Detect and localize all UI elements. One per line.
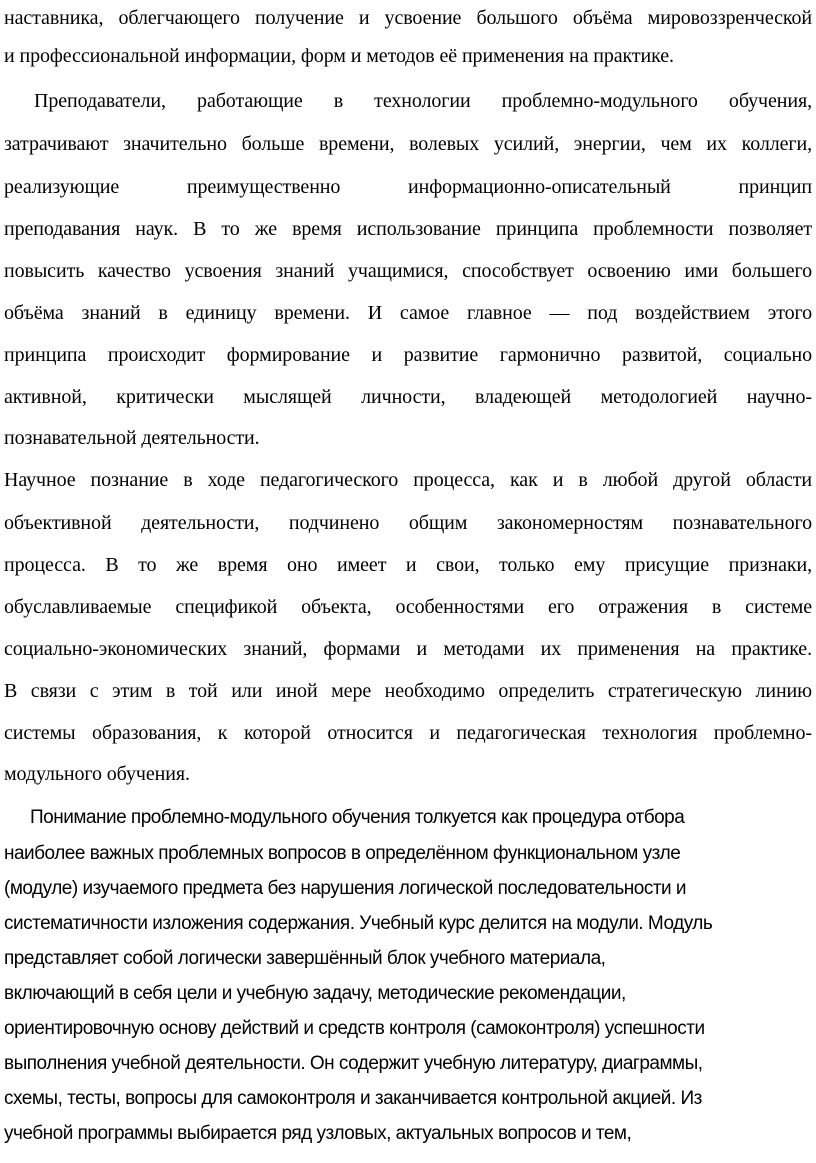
text-line: обуславливаемые спецификой объекта, особенностями его отражения в системе xyxy=(4,596,812,618)
text-line: социально-экономических знаний, формами и методами их применения на практике. xyxy=(4,638,812,660)
text-line: повысить качество усвоения знаний учащимися, способствует освоению ими большего xyxy=(4,260,812,282)
text-line: преподавания наук. В то же время использование принципа проблемности позволяет xyxy=(4,218,812,240)
text-line: (модуле) изучаемого предмета без нарушения логической последовательности и xyxy=(4,878,687,899)
text-line: Научное познание в ходе педагогического процесса, как и в любой другой области xyxy=(4,469,812,491)
text-line: познавательной деятельности. xyxy=(4,427,260,449)
text-line: Понимание проблемно-модульного обучения толкуется как процедура отбора xyxy=(30,807,685,828)
text-line: и профессиональной информации, форм и методов её применения на практике. xyxy=(4,45,674,67)
text-line: активной, критически мыслящей личности, владеющей методологией научно- xyxy=(4,386,812,408)
text-line: схемы, тесты, вопросы для самоконтроля и заканчивается контрольной акцией. Из xyxy=(4,1088,702,1109)
text-line: модульного обучения. xyxy=(4,763,190,785)
text-line: объективной деятельности, подчинено общим закономерностям познавательного xyxy=(4,512,812,534)
text-line: В связи с этим в той или иной мере необходимо определить стратегическую линию xyxy=(4,680,812,702)
text-line: учебной программы выбирается ряд узловых, актуальных вопросов и тем, xyxy=(4,1123,632,1144)
text-line: наиболее важных проблемных вопросов в определённом функциональном узле xyxy=(4,843,681,864)
text-line: объёма знаний в единицу времени. И самое главное — под воздействием этого xyxy=(4,302,812,324)
text-line: процесса. В то же время оно имеет и свои, только ему присущие признаки, xyxy=(4,554,812,576)
text-line: реализующие преимущественно информационно-описательный принцип xyxy=(4,176,812,198)
text-line: затрачивают значительно больше времени, волевых усилий, энергии, чем их коллеги, xyxy=(4,133,812,155)
text-line: системы образования, к которой относится и педагогическая технология проблемно- xyxy=(4,722,812,744)
text-line: систематичности изложения содержания. Учебный курс делится на модули. Модуль xyxy=(4,913,713,934)
text-line: ориентировочную основу действий и средств контроля (самоконтроля) успешности xyxy=(4,1018,705,1039)
text-line: принципа происходит формирование и развитие гармонично развитой, социально xyxy=(4,344,812,366)
text-line: включающий в себя цели и учебную задачу, методические рекомендации, xyxy=(4,983,626,1004)
text-line: наставника, облегчающего получение и усвоение большого объёма мировоззренческой xyxy=(4,7,812,29)
text-line: Преподаватели, работающие в технологии проблемно-модульного обучения, xyxy=(34,90,812,112)
text-line: представляет собой логически завершённый блок учебного материала, xyxy=(4,948,606,969)
text-line: выполнения учебной деятельности. Он содержит учебную литературу, диаграммы, xyxy=(4,1053,703,1074)
